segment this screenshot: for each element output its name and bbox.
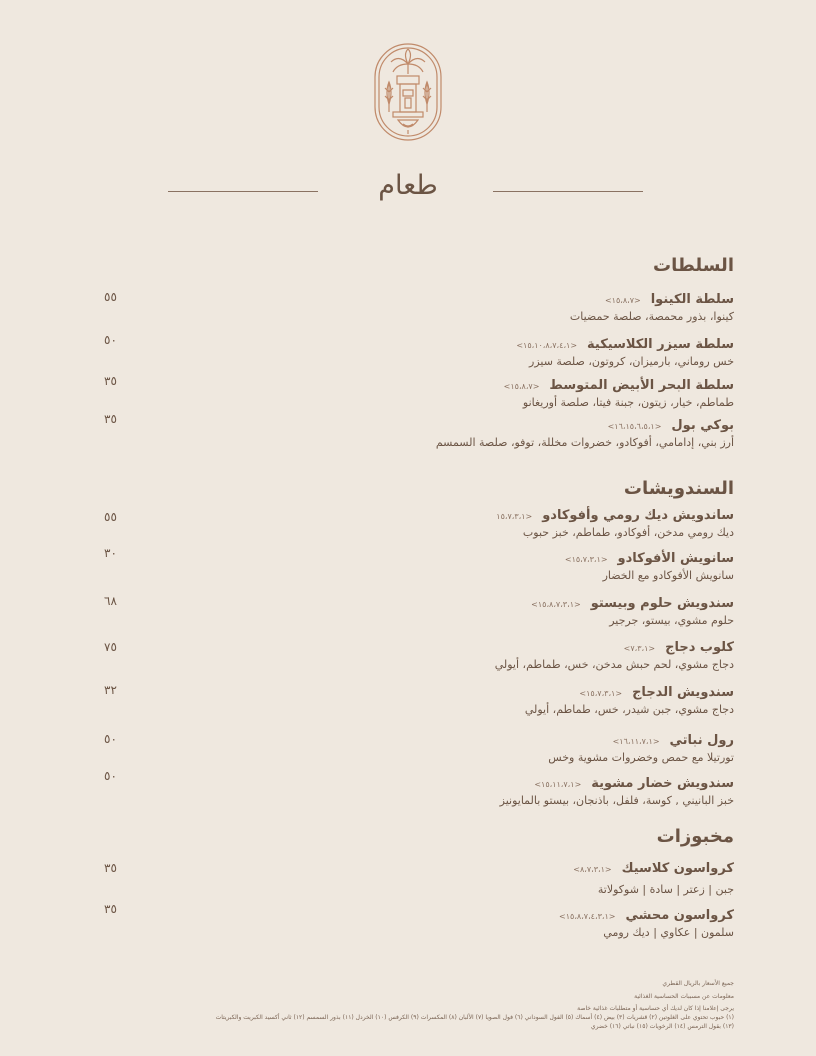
- menu-item: [94, 337, 734, 368]
- section-title-bakery: مخبوزات: [656, 826, 734, 847]
- item-description: خبز البانيني , كوسة، فلفل، باذنجان، بيستو بالمايونيز: [499, 794, 734, 807]
- palm-arch-emblem-icon: [373, 42, 443, 142]
- item-price: ٥٥: [104, 510, 117, 524]
- item-name: ساندويش ديك رومي وأفوكادو: [542, 508, 734, 523]
- menu-item: [94, 551, 734, 582]
- allergen-codes: <١٦،١١،٧،١>: [612, 737, 660, 746]
- allergen-codes: <١٥،١١،٧،١>: [534, 780, 582, 789]
- item-price: ٥٠: [104, 732, 117, 746]
- item-description: ديك رومي مدخن، أفوكادو، طماطم، خبز حبوب: [522, 526, 734, 539]
- section-title-sandwiches: السندويشات: [623, 478, 734, 499]
- allergen-codes: <١٥،٨،٧>: [604, 296, 641, 305]
- item-price: ٦٨: [104, 594, 117, 608]
- allergen-legend-line-1: (١) حبوب تحتوي على الغلوتين (٢) قشريات (٣) بيض (٤) أسماك (٥) الفول السوداني (٦) فول الصويا (٧) الألبان (٨) المكسرات (٩) الكرفس (١٠) الخردل (١١) بذور السمسم (١٢) ثاني أكسيد الكبريت والكبريتات: [215, 1014, 734, 1022]
- item-price: ٣٥: [104, 861, 117, 875]
- item-price: ٧٥: [104, 640, 117, 654]
- menu-item: [94, 908, 734, 939]
- menu-item: [94, 685, 734, 716]
- allergen-codes: <٨،٧،٣،١>: [573, 865, 612, 874]
- section-title-salads: السلطات: [653, 255, 734, 276]
- item-name: رول نباتي: [669, 733, 734, 748]
- title-divider-right: [493, 191, 643, 192]
- allergen-codes: <١٥،٨،٧،٣،١>: [531, 600, 581, 609]
- item-description: سلمون | عكاوي | ديك رومي: [603, 926, 734, 939]
- item-name: كلوب دجاج: [665, 640, 734, 655]
- menu-item: [94, 418, 734, 449]
- item-name: سلطة سيزر الكلاسيكية: [587, 337, 734, 352]
- item-name: سندويش خضار مشوية: [591, 776, 734, 791]
- item-description: كينوا، بذور محمصة، صلصة حمضيات: [569, 310, 734, 323]
- item-name: سلطة البحر الأبيض المتوسط: [549, 378, 734, 393]
- item-description: خس روماني، بارميزان، كروتون، صلصة سيزر: [529, 355, 734, 368]
- menu-item: [94, 776, 734, 807]
- menu-item: [94, 596, 734, 627]
- item-name: كرواسون كلاسيك: [621, 861, 734, 876]
- page-title: طعام: [378, 170, 438, 201]
- item-price: ٥٠: [104, 769, 117, 783]
- allergen-codes: <١٥،٧،٣،١>: [564, 555, 608, 564]
- footer-notes: [94, 980, 734, 1031]
- allergen-codes: <١٥،٨،٧،٤،٣،١>: [559, 912, 616, 921]
- item-price: ٣٥: [104, 374, 117, 388]
- item-description: أرز بني، إدامامي، أفوكادو، خضروات مخللة، توفو، صلصة السمسم: [435, 436, 734, 449]
- item-description: تورتيلا مع حمص وخضروات مشوية وخس: [548, 751, 734, 764]
- menu-item: [94, 292, 734, 323]
- allergen-codes: <٧،٣،١>: [623, 644, 656, 653]
- allergen-codes: <١٥،٨،٧>: [503, 382, 540, 391]
- item-name: كرواسون محشي: [625, 908, 734, 923]
- item-name: سلطة الكينوا: [650, 292, 734, 307]
- item-price: ٣٢: [104, 683, 117, 697]
- item-name: بوكي بول: [671, 418, 734, 433]
- allergen-codes: <١٥،٧،٣،١: [496, 512, 533, 521]
- item-description: طماطم، خيار، زيتون، جبنة فيتا، صلصة أوريغانو: [522, 396, 734, 409]
- menu-item: [94, 508, 734, 539]
- item-description: جبن | زعتر | سادة | شوكولاتة: [597, 883, 734, 896]
- allergen-legend-line-2: (١٣) بقول الترمس (١٤) الرخويات (١٥) نباتي (١٦) خضري: [590, 1022, 734, 1030]
- allergy-heading: معلومات عن مسببات الحساسية الغذائية: [634, 992, 734, 1000]
- allergen-codes: <١٥،١٠،٨،٧،٤،١>: [516, 341, 578, 350]
- menu-item: [94, 640, 734, 671]
- item-description: سانويش الأفوكادو مع الخضار: [602, 569, 734, 582]
- menu-item: [94, 378, 734, 409]
- item-price: ٣٥: [104, 902, 117, 916]
- allergen-codes: <١٥،٧،٣،١>: [579, 689, 623, 698]
- item-price: ٣٥: [104, 412, 117, 426]
- menu-item: [94, 861, 734, 896]
- item-name: سندويش حلوم وبيستو: [590, 596, 734, 611]
- currency-note: جميع الأسعار بالريال القطري: [662, 980, 734, 987]
- allergen-codes: <١٦،١٥،٦،٥،١>: [607, 422, 662, 431]
- item-description: دجاج مشوي، لحم حبش مدخن، خس، طماطم، أيولي: [494, 658, 734, 671]
- item-name: سانويش الأفوكادو: [617, 551, 734, 566]
- item-price: ٣٠: [104, 546, 117, 560]
- item-name: سندويش الدجاج: [632, 685, 734, 700]
- item-description: حلوم مشوي، بيستو، جرجير: [609, 614, 734, 627]
- item-description: دجاج مشوي، جبن شيدر، خس، طماطم، أيولي: [524, 703, 734, 716]
- menu-item: [94, 733, 734, 764]
- page-title-row: [0, 170, 816, 210]
- allergy-request: يرجى إعلامنا إذا كان لديك أي حساسية أو متطلبات غذائية خاصة: [577, 1005, 734, 1013]
- item-price: ٥٠: [104, 333, 117, 347]
- item-price: ٥٥: [104, 290, 117, 304]
